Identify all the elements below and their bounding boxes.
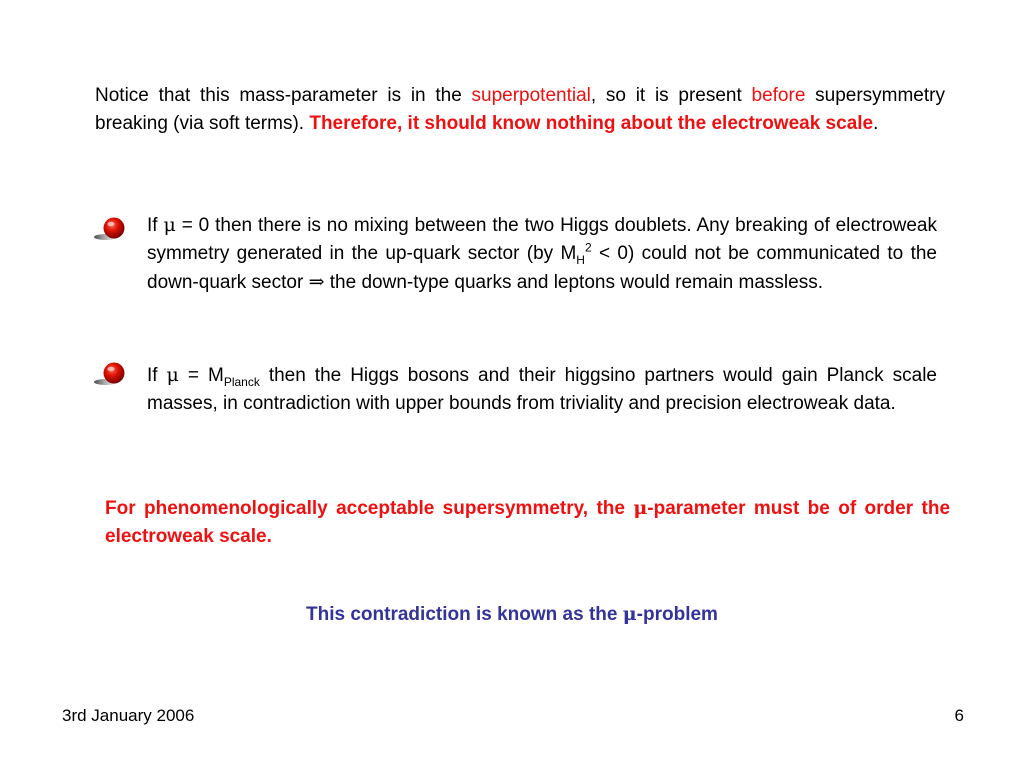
bullet2-text-2: = M [178,365,224,386]
mu-problem-text-1: This contradiction is known as the [306,604,623,625]
conclusion-text-2: -parameter must be of order the electroweak scale. [105,498,951,547]
intro-text-3: supersymmetry breaking (via soft terms). [95,85,945,134]
mu-symbol: μ [622,603,637,625]
page-number: 6 [954,706,964,725]
bullet-item-mu-planck [147,361,937,418]
intro-text-4: . [873,113,879,134]
mu-problem-statement [0,600,1024,629]
intro-emphasis: Therefore, it should know nothing about the electroweak scale [309,113,874,134]
bullet2-text-1: If [147,365,167,386]
mu-symbol: μ [163,214,176,236]
mu-symbol: μ [633,497,648,519]
footer-date: 3rd January 2006 [62,706,195,725]
intro-paragraph [95,82,945,138]
intro-text-2: , so it is present [590,85,752,106]
red-sphere-bullet-icon [93,216,129,242]
subscript-h: H [576,252,585,267]
bullet1-text-3: < 0) could not be communicated to the down-quark sector [147,243,937,293]
bullet1-text-1: If [147,215,164,236]
conclusion-text-1: For phenomenologically acceptable supersymmetry, the [105,498,634,519]
conclusion-statement [105,494,950,551]
mu-symbol: μ [166,364,179,386]
bullet-item-mu-zero [147,211,937,297]
bullet1-text-4: the down-type quarks and leptons would remain massless. [324,272,823,293]
bullet2-text-3: then the Higgs bosons and their higgsino partners would gain Planck scale masses, in contradiction with upper bounds from triviality and precision electroweak data. [147,365,937,414]
subscript-planck: Planck [223,374,260,389]
superscript-2: 2 [584,240,592,255]
before-highlight: before [751,85,806,106]
intro-text-1: Notice that this mass-parameter is in the [95,85,472,106]
implies-arrow-icon: ⇒ [308,271,325,293]
superpotential-highlight: superpotential [471,85,591,106]
red-sphere-bullet-icon [93,361,129,387]
bullet1-text-2: = 0 then there is no mixing between the two Higgs doublets. Any breaking of electroweak symmetry generated in the up-quark sector (by M [147,215,937,264]
mu-problem-text-2: -problem [636,604,718,625]
